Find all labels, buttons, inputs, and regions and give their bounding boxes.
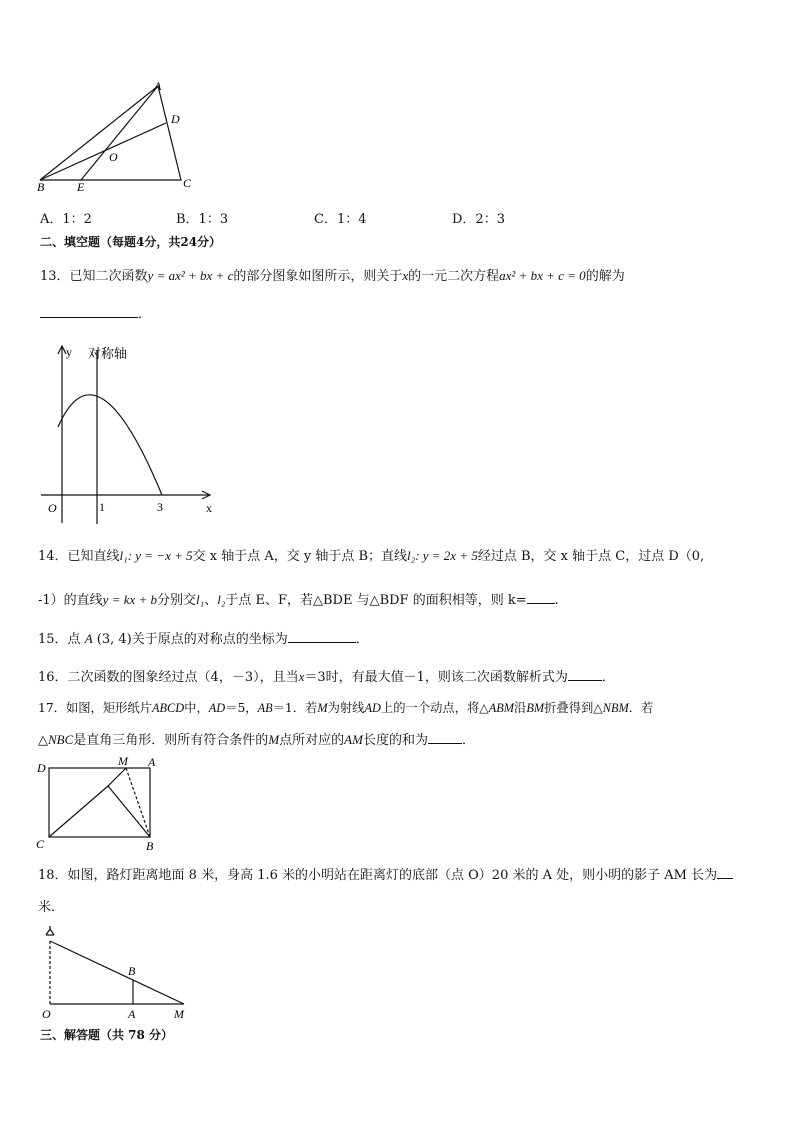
- q16-answer-blank[interactable]: [568, 668, 602, 681]
- q17-answer-blank[interactable]: [428, 731, 462, 744]
- option-a: A．1：2: [40, 212, 92, 227]
- q14-text-2: 交 x 轴于点 A，交 y 轴于点 B；直线: [192, 549, 408, 564]
- label-a: A: [128, 1007, 136, 1021]
- x-axis-label: x: [206, 501, 212, 515]
- segment-ae: [81, 86, 158, 180]
- rectangle-figure: [33, 752, 173, 854]
- fold-path: [49, 768, 126, 837]
- q17-ad-ray: AD: [364, 701, 381, 715]
- q14-l2: l₂: [407, 548, 416, 563]
- q15-end: ．: [355, 632, 369, 647]
- q17-bm: BM: [526, 701, 545, 715]
- q13-var-x: x: [402, 268, 409, 283]
- q17-text-6: 上的一个动点，将△: [380, 701, 489, 715]
- q18-answer-blank[interactable]: [717, 866, 733, 879]
- light-ray: [50, 941, 184, 1004]
- q14-text-4: -1）的直线: [38, 593, 103, 608]
- label-m: M: [174, 1007, 184, 1021]
- q17-abm: ABM: [488, 701, 515, 715]
- question-15: [38, 628, 369, 647]
- label-c: C: [36, 837, 45, 851]
- label-a: A: [154, 79, 162, 93]
- q17-ab: AB: [257, 701, 273, 715]
- q15-coords: (3, 4): [96, 632, 132, 647]
- q15-answer-blank[interactable]: [288, 630, 356, 643]
- triangle-abc-outline: [40, 86, 181, 180]
- q17-ad: AD: [208, 701, 226, 715]
- q17-text-5: 为射线: [327, 701, 365, 715]
- q13-formula-2: ax² + bx + c = 0: [499, 268, 586, 283]
- question-17-line-1: [38, 698, 653, 716]
- q14-text-3: 经过点 B，交 x 轴于点 C，过点 D（0,: [477, 549, 705, 564]
- q14-l1-equation: : y = −x + 5: [127, 548, 193, 563]
- lamp-cap: [46, 929, 54, 935]
- q17-abcd: ABCD: [152, 701, 185, 715]
- q17-text-7: 沿: [514, 701, 527, 715]
- q13-end: ．: [138, 307, 152, 322]
- label-b: B: [37, 180, 45, 194]
- label-d: D: [37, 761, 46, 775]
- q17-text-9: ．若: [628, 701, 654, 715]
- question-18-line-2: 米．: [38, 900, 65, 915]
- q14-l1-ref: l₁: [196, 592, 205, 607]
- origin-label: O: [48, 501, 57, 515]
- y-axis-label: y: [66, 345, 72, 359]
- q13-text-3: 的一元二次方程: [408, 269, 500, 284]
- option-d: D．2：3: [452, 212, 505, 227]
- q17-m: M: [317, 701, 328, 715]
- label-c: C: [183, 176, 192, 190]
- tick-label-1: 1: [99, 500, 105, 514]
- q14-text-5: 分别交: [157, 593, 197, 608]
- q17-text-8: 折叠得到△: [544, 701, 603, 715]
- q16-var-x: x: [298, 669, 305, 684]
- q13-text-2: 的部分图象如图所示，则关于: [233, 269, 403, 284]
- question-18-line-1: [38, 864, 733, 883]
- segment-mb-dashed: [126, 768, 150, 837]
- q14-text-1: 14．已知直线: [38, 549, 120, 564]
- q13-text-4: 的解为: [585, 269, 625, 284]
- label-d: D: [171, 112, 180, 126]
- q17-text-10: △: [38, 733, 48, 748]
- q14-end: .: [554, 593, 559, 608]
- q14-l1: l₁: [119, 548, 128, 563]
- label-b: B: [128, 964, 136, 978]
- question-17-line-2: [38, 729, 475, 748]
- label-a: A: [148, 755, 156, 769]
- q15-point: A: [84, 631, 93, 646]
- q13-text-1: 13．已知二次函数: [40, 269, 148, 284]
- q16-text-1: 16．二次函数的图象经过点（4，－3），且当: [38, 670, 299, 685]
- segment-bd: [40, 123, 166, 180]
- symmetry-axis-label: 对称轴: [88, 347, 128, 362]
- q17-text-2: 中，: [184, 701, 209, 715]
- q13-answer-blank[interactable]: [40, 305, 138, 318]
- label-o: O: [109, 150, 118, 164]
- triangle-figure: [30, 78, 200, 198]
- tick-label-3: 3: [157, 500, 163, 514]
- q16-end: ．: [601, 670, 615, 685]
- label-m: M: [118, 754, 128, 768]
- q17-text-11: 是直角三角形．则所有符合条件的: [73, 733, 269, 748]
- q17-end: ．: [461, 733, 475, 748]
- q14-answer-blank[interactable]: [527, 591, 555, 604]
- segment-nb: [108, 786, 150, 837]
- q16-text-2: ＝3时，有最大值－1，则该二次函数解析式为: [304, 670, 568, 685]
- q18-text-1: 18．如图，路灯距离地面 8 米，身高 1.6 米的小明站在距离灯的底部（点 O）20 米的 A 处，则小明的影子 AM 长为: [38, 868, 718, 883]
- q14-text-6: 、: [204, 593, 218, 608]
- q17-text-1: 17．如图，矩形纸片: [38, 701, 153, 715]
- q17-nbm: NBM: [602, 701, 629, 715]
- q14-line-equation: y = kx + b: [102, 592, 158, 607]
- section-2-title: 二、填空题（每题4分，共24分）: [40, 235, 222, 249]
- q14-l2-equation: : y = 2x + 5: [415, 548, 478, 563]
- q13-answer-line: [40, 303, 151, 322]
- q14-text-7: 于点 E、F，若△BDE 与△BDF 的面积相等，则 k=: [225, 593, 527, 608]
- question-16: [38, 666, 615, 685]
- q14-l2-ref: l₂: [217, 592, 226, 607]
- question-14-line-2: [38, 589, 559, 608]
- q17-m-point: M: [268, 732, 280, 747]
- rectangle-abcd: [49, 768, 150, 837]
- q15-text-1: 15．点: [38, 632, 81, 647]
- parabola-figure: [38, 338, 223, 528]
- q17-am: AM: [344, 732, 363, 747]
- option-c: C．1：4: [314, 212, 367, 227]
- lamp-figure: [38, 922, 198, 1022]
- question-14-line-1: [38, 545, 704, 564]
- parabola-curve: [58, 395, 162, 495]
- q17-text-3: ＝5，: [225, 701, 258, 715]
- label-e: E: [77, 180, 85, 194]
- question-13: [40, 265, 625, 284]
- q17-text-12: 点所对应的: [279, 733, 345, 748]
- q17-text-13: 长度的和为: [362, 733, 428, 748]
- option-b: B．1：3: [176, 212, 229, 227]
- q13-formula-1: y = ax² + bx + c: [147, 268, 234, 283]
- q17-nbc: NBC: [48, 732, 74, 747]
- section-3-title: 三、解答题（共 78 分）: [40, 1028, 174, 1042]
- label-b: B: [146, 839, 154, 853]
- q17-text-4: ＝1．若: [272, 701, 318, 715]
- label-o: O: [42, 1007, 51, 1021]
- q15-text-2: 关于原点的对称点的坐标为: [131, 632, 288, 647]
